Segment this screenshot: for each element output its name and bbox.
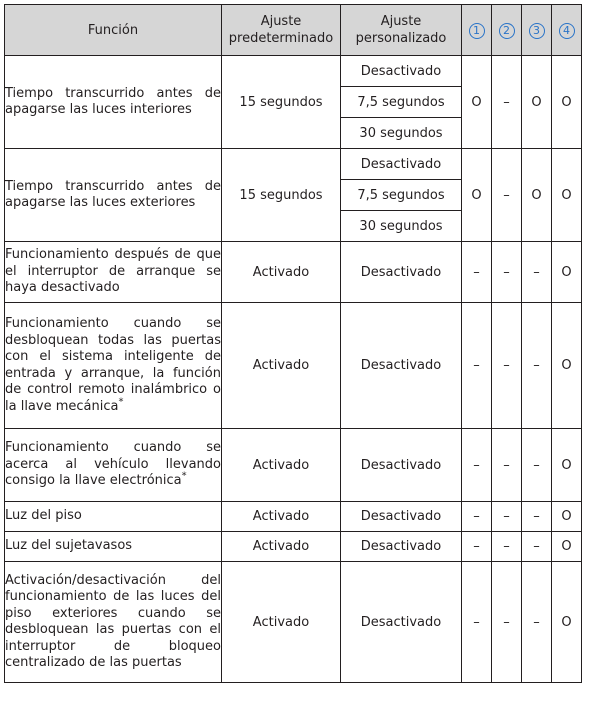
asterisk-note: * — [118, 396, 124, 408]
personalizado-option: 30 segundos — [341, 211, 462, 242]
funcion-cell: Luz del sujetavasos — [5, 532, 222, 562]
mark-col-3: – — [522, 303, 552, 429]
header-ajuste-personalizado — [341, 5, 462, 56]
personalizado-cell: Desactivado — [341, 429, 462, 502]
circled-number-3: 3 — [529, 23, 545, 39]
funcion-cell — [5, 303, 222, 429]
predeterminado-cell: 15 segundos — [222, 149, 341, 242]
predeterminado-cell: Activado — [222, 502, 341, 532]
settings-document — [4, 4, 582, 683]
personalizado-option: 7,5 segundos — [341, 87, 462, 118]
mark-col-2: – — [492, 562, 522, 683]
mark-col-4: O — [552, 149, 582, 242]
mark-col-1: – — [462, 303, 492, 429]
mark-col-4: O — [552, 562, 582, 683]
mark-col-3: – — [522, 242, 552, 303]
mark-col-3: – — [522, 532, 552, 562]
mark-col-1: – — [462, 562, 492, 683]
header-col-2 — [492, 5, 522, 56]
table-row — [5, 502, 582, 532]
funcion-cell — [5, 429, 222, 502]
mark-col-2: – — [492, 532, 522, 562]
personalizado-option: 7,5 segundos — [341, 180, 462, 211]
asterisk-note: * — [181, 470, 187, 482]
header-personalizado-line2: personalizado — [355, 31, 447, 46]
mark-col-1: O — [462, 149, 492, 242]
mark-col-2: – — [492, 56, 522, 149]
mark-col-1: – — [462, 242, 492, 303]
mark-col-4: O — [552, 56, 582, 149]
settings-table — [4, 4, 582, 683]
table-row — [5, 242, 582, 303]
header-personalizado-line1: Ajuste — [380, 14, 422, 29]
header-predeterminado-line1: Ajuste — [260, 14, 302, 29]
funcion-text: Funcionamiento cuando se desbloquean todas las puertas con el sistema inteligente de entrada y arranque, la función de control remoto inalámbrico o la llave mecánica — [5, 316, 221, 414]
predeterminado-cell: Activado — [222, 562, 341, 683]
personalizado-option: Desactivado — [341, 56, 462, 87]
header-predeterminado-line2: predeterminado — [228, 31, 334, 46]
funcion-cell: Funcionamiento después de que el interruptor de arranque se haya desactivado — [5, 242, 222, 303]
mark-col-1: – — [462, 429, 492, 502]
personalizado-cell: Desactivado — [341, 502, 462, 532]
mark-col-4: O — [552, 303, 582, 429]
circled-number-1: 1 — [469, 23, 485, 39]
personalizado-cell: Desactivado — [341, 303, 462, 429]
personalizado-cell: Desactivado — [341, 532, 462, 562]
mark-col-4: O — [552, 532, 582, 562]
mark-col-3: – — [522, 429, 552, 502]
mark-col-1: O — [462, 56, 492, 149]
mark-col-4: O — [552, 502, 582, 532]
funcion-cell: Activación/desactivación del funcionamiento de las luces del piso exteriores cuando se desbloquean las puertas con el interruptor de bloqueo centralizado de las puertas — [5, 562, 222, 683]
header-ajuste-predeterminado — [222, 5, 341, 56]
predeterminado-cell: Activado — [222, 429, 341, 502]
predeterminado-cell: Activado — [222, 242, 341, 303]
table-row — [5, 562, 582, 683]
funcion-cell: Tiempo transcurrido antes de apagarse las luces exteriores — [5, 149, 222, 242]
header-col-3 — [522, 5, 552, 56]
personalizado-cell: Desactivado — [341, 242, 462, 303]
funcion-text: Funcionamiento cuando se acerca al vehículo llevando consigo la llave electrónica — [5, 440, 221, 489]
mark-col-2: – — [492, 149, 522, 242]
mark-col-3: – — [522, 502, 552, 532]
mark-col-1: – — [462, 532, 492, 562]
header-col-1 — [462, 5, 492, 56]
mark-col-2: – — [492, 502, 522, 532]
table-row — [5, 303, 582, 429]
header-funcion: Función — [5, 5, 222, 56]
table-row — [5, 149, 582, 180]
personalizado-cell: Desactivado — [341, 562, 462, 683]
table-row — [5, 532, 582, 562]
circled-number-2: 2 — [499, 23, 515, 39]
mark-col-2: – — [492, 242, 522, 303]
header-col-4 — [552, 5, 582, 56]
predeterminado-cell: Activado — [222, 532, 341, 562]
mark-col-2: – — [492, 303, 522, 429]
mark-col-1: – — [462, 502, 492, 532]
mark-col-4: O — [552, 429, 582, 502]
mark-col-2: – — [492, 429, 522, 502]
circled-number-4: 4 — [559, 23, 575, 39]
mark-col-3: O — [522, 56, 552, 149]
table-row — [5, 56, 582, 87]
mark-col-3: O — [522, 149, 552, 242]
mark-col-3: – — [522, 562, 552, 683]
header-row — [5, 5, 582, 56]
mark-col-4: O — [552, 242, 582, 303]
funcion-cell: Tiempo transcurrido antes de apagarse las luces interiores — [5, 56, 222, 149]
predeterminado-cell: Activado — [222, 303, 341, 429]
personalizado-option: Desactivado — [341, 149, 462, 180]
personalizado-option: 30 segundos — [341, 118, 462, 149]
funcion-cell: Luz del piso — [5, 502, 222, 532]
table-row — [5, 429, 582, 502]
predeterminado-cell: 15 segundos — [222, 56, 341, 149]
